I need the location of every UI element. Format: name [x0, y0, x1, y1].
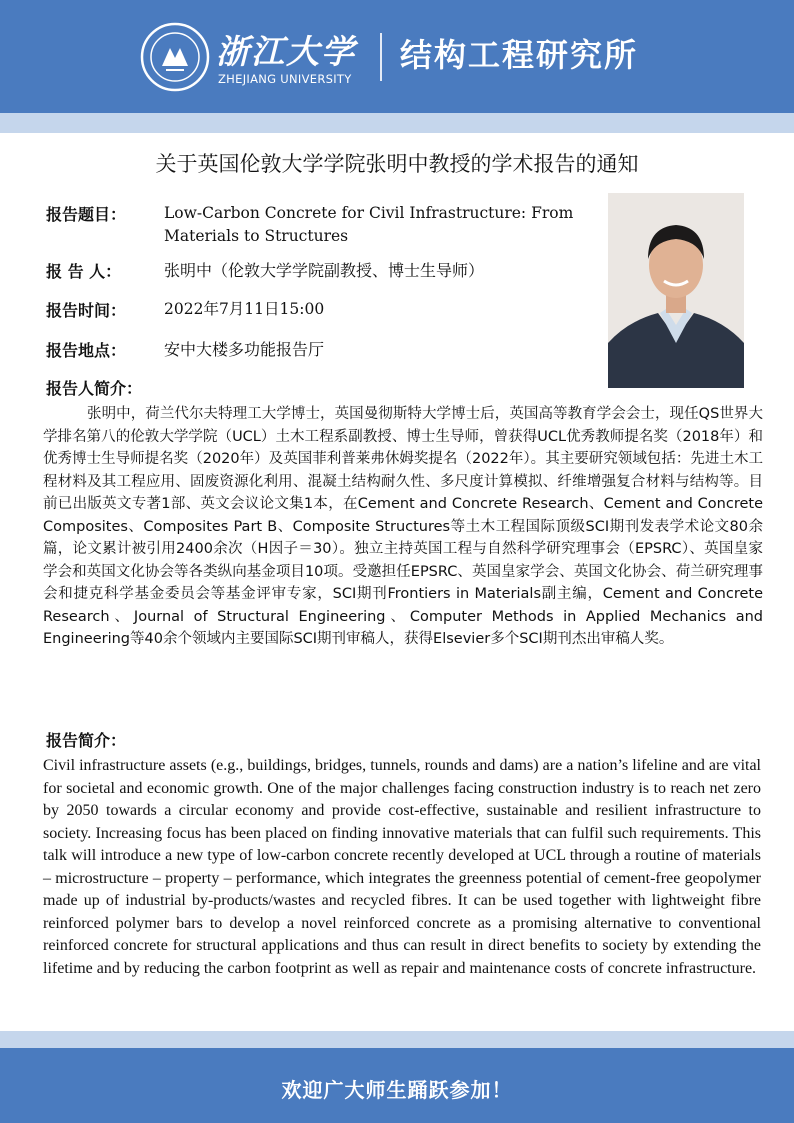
university-name-en: ZHEJIANG UNIVERSITY — [218, 72, 352, 86]
speaker-label: 报 告 人： — [46, 262, 122, 281]
speaker-photo — [608, 193, 744, 388]
footer-text: 欢迎广大师生踊跃参加！ — [281, 1078, 513, 1102]
time-label: 报告时间： — [46, 301, 127, 320]
abstract-heading: 报告简介： — [46, 731, 127, 750]
topic-label: 报告题目： — [46, 205, 127, 224]
speaker-portrait-icon — [608, 193, 744, 388]
header-banner — [0, 0, 794, 113]
header-accent-strip — [0, 113, 794, 133]
footer-accent-strip — [0, 1031, 794, 1048]
venue-label: 报告地点： — [46, 341, 127, 360]
university-name-cn: 浙江大学 — [216, 32, 356, 71]
institute-name: 结构工程研究所 — [400, 36, 639, 74]
venue-value: 安中大楼多功能报告厅 — [164, 340, 325, 359]
abstract-text: Civil infrastructure assets (e.g., buildings, bridges, tunnels, rounds and dams) are a nation’s lifeline and are vital for societal and economic growth. One of the major challenges facing construction industry is to reach net zero by 2050 towards a circular economy and provide cost-effective, sustainable and resilient infrastructure to society. Increasing focus has been placed on finding innovative materials that can fulfil such requirements. This talk will introduce a new type of low-carbon concrete recently developed at UCL through a routine of materials – microstructure – property – performance, which integrates the greenness potential of cement-free geopolymer made up of industrial by-products/wastes and recycled fibres. It can be used together with lightweight fibre reinforced polymer bars to develop a novel reinforced concrete as a promising alternative to conventional reinforced concrete for structural applications and thus can result in direct benefits to society by extending the lifetime and by reducing the carbon footprint as well as repair and maintenance costs of concrete infrastructure. — [43, 757, 761, 977]
speaker-bio-heading: 报告人简介： — [46, 379, 143, 398]
header-divider — [380, 33, 382, 81]
page-title: 关于英国伦敦大学学院张明中教授的学术报告的通知 — [155, 152, 639, 176]
time-value: 2022年7月11日15:00 — [164, 300, 325, 318]
speaker-bio-text: 张明中，荷兰代尔夫特理工大学博士，英国曼彻斯特大学博士后，英国高等教育学会会士，现任QS世界大学排名第八的伦敦大学学院（UCL）土木工程系副教授、博士生导师，曾获得UCL优秀教师提名奖（2018年）和优秀博士生导师提名奖（2020年）及英国菲利普莱弗休姆奖提名（2022年）。其主要研究领域包括：先进土木工程材料及其工程应用、固废资源化利用、混凝土结构耐久性、多尺度计算模拟、纤维增强复合材料与结构等。目前已出版英文专著1部、英文会议论文集1本，在Cement and Concrete Research、Cement and Concrete Composites、Composites Part B、Composite Structures等土木工程国际顶级SCI期刊发表学术论文80余篇，论文累计被引用2400余次（H因子＝30）。独立主持英国工程与自然科学研究理事会（EPSRC）、英国皇家学会和英国文化协会等各类纵向基金项目10项。受邀担任EPSRC、英国皇家学会、英国文化协会、荷兰研究理事会和捷克科学基金委员会等基金评审专家，SCI期刊Frontiers in Materials副主编，Cement and Concrete Research、Journal of Structural Engineering、Computer Methods in Applied Mechanics and Engineering等40余个领域内主要国际SCI期刊审稿人，获得Elsevier多个SCI期刊杰出审稿人奖。 — [43, 406, 763, 647]
speaker-value: 张明中（伦敦大学学院副教授、博士生导师） — [164, 261, 485, 280]
zju-seal-icon — [140, 22, 210, 92]
topic-value: Low-Carbon Concrete for Civil Infrastructure: From Materials to Structures — [164, 204, 574, 245]
